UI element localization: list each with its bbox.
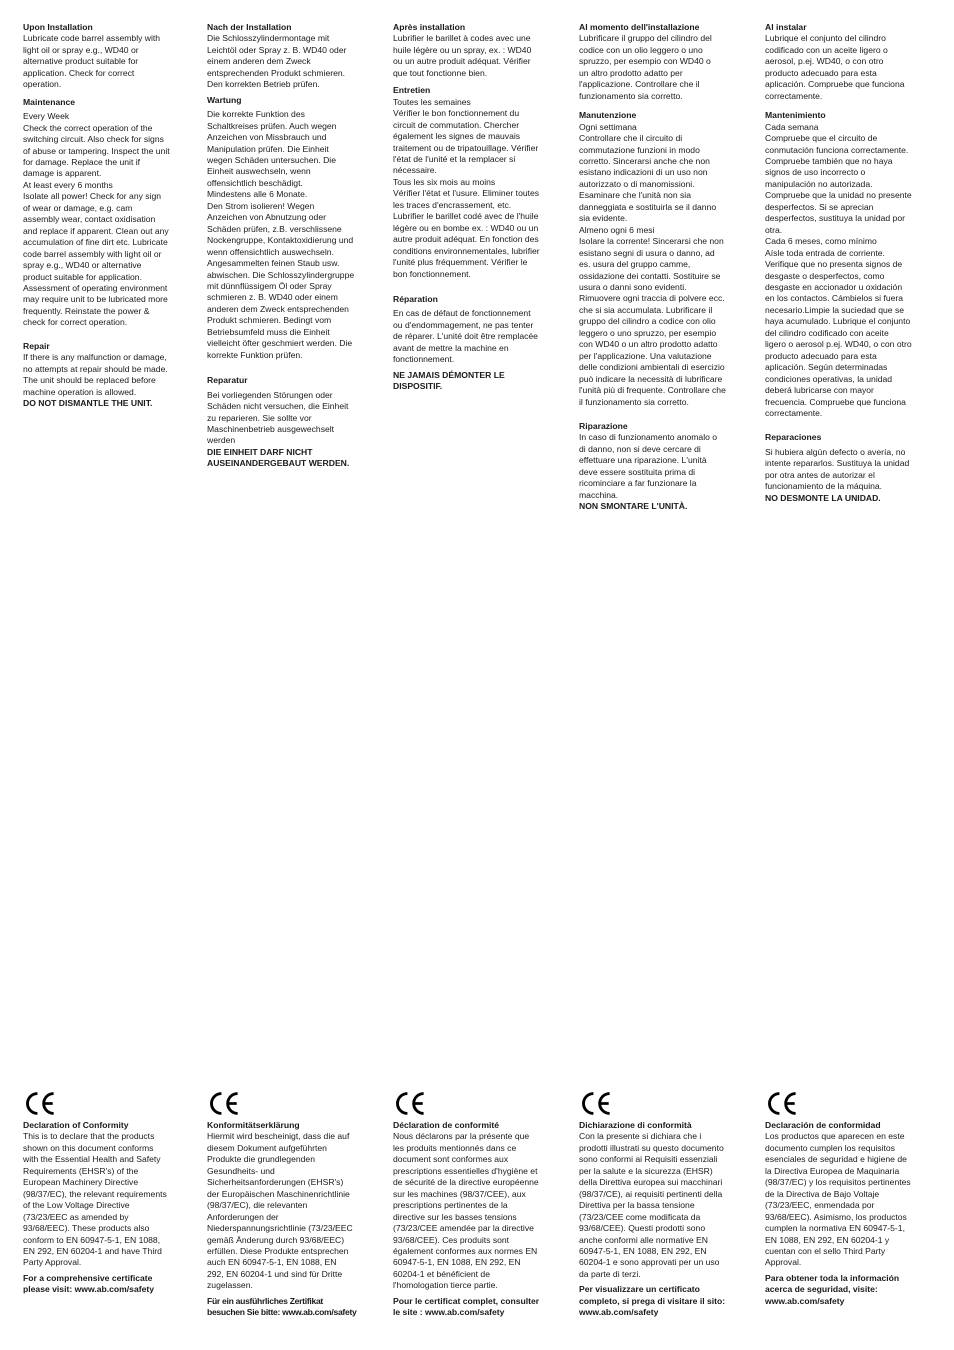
certificate-note: Pour le certificat complet, consulter le site : www.ab.com/safety bbox=[393, 1295, 540, 1318]
ce-mark-icon bbox=[207, 1090, 243, 1117]
section-repair bbox=[393, 294, 561, 393]
declaration-body: Con la presente si dichiara che i prodotti illustrati su questo documento sono conformi ai Requisiti essenziali per la salute e la sicurezza (EHSR) della Direttiva europea sui macchinari (98/37/CE), ai requisiti pertinenti della Direttiva per la bassa tensione (73/23/CEE come modificata da 93/68/CEE). Questi prodotti sono anche conformi alle normative EN 60947-5-1, EN 1088, EN 292, EN 60204-1 e sono approvati per un uso da parte di terzi. bbox=[579, 1131, 724, 1279]
ce-mark-icon bbox=[765, 1090, 801, 1117]
section-body: Cada semana Compruebe que el circuito de conmutación funciona correctamente. Compruebe también que no haya signos de uso incorrecto o manipulación no autorizada. Compruebe que la unidad no presente desperfectos. Si se aprecian desperfectos, sustituya la unidad por otra. Cada 6 meses, como mínimo Aísle toda entrada de corriente. Verifique que no presenta signos de desgaste o desperfectos, como desgaste en accionador u oxidación en los contactos. Cámbielos si fuera necesario.Limpie la suciedad que se haya acumulado. Lubrique el conjunto del cilindro codificado con aceite ligero o aerosol p.ej. WD40, o con otro producto adecuado para esta aplicación. Según determinadas condiciones operativas, la unidad deberá lubricarse con mayor frecuencia. Compruebe que funciona correctamente. bbox=[765, 121, 912, 418]
section-body: In caso di funzionamento anomalo o di danno, non si deve cercare di effettuare una riparazione. L'unità deve essere sostituita prima di ricominciare a far funzionare la macchina. bbox=[579, 432, 718, 500]
certificate-note: Para obtener toda la información acerca de seguridad, visite: www.ab.com/safety bbox=[765, 1272, 900, 1306]
ce-mark-icon bbox=[579, 1090, 615, 1117]
warning-text: DIE EINHEIT DARF NICHT AUSEINANDERGEBAUT WERDEN. bbox=[207, 446, 350, 469]
column-italian bbox=[579, 22, 747, 525]
section-body: Lubrificare il gruppo del cilindro del codice con un olio leggero o uno spruzzo, per esempio con WD40 o un altro prodotto adatto per l'applicazione. Controllare che il funzionamento sia corretto. bbox=[579, 33, 712, 101]
warning-text: NO DESMONTE LA UNIDAD. bbox=[765, 492, 881, 503]
column-french bbox=[393, 22, 561, 405]
declaration-body: Nous déclarons par la présente que les produits mentionnés dans ce document sont conformes aux prescriptions essentielles d'hygiène et de sécurité de la directive européenne sur les machines (98/37/CEE), aux prescriptions pertinentes de la directive sur les basses tensions (73/23/CEE amendée par la directive 93/68/CEE). Ces produits sont également conformes aux normes EN 60947-5-1, EN 1088, EN 292, EN 60204-1 et bénéficient de l'homologation tierce partie. bbox=[393, 1131, 539, 1291]
section-heading: Nach der Installation bbox=[207, 22, 292, 32]
section-heading: Repair bbox=[23, 340, 50, 351]
section-repair bbox=[765, 432, 933, 504]
section-installation bbox=[393, 22, 561, 79]
declaration-english bbox=[23, 1090, 191, 1296]
section-heading: Reparatur bbox=[207, 375, 248, 386]
section-maintenance bbox=[393, 85, 561, 280]
section-heading: Manutenzione bbox=[579, 110, 637, 121]
section-repair bbox=[23, 341, 191, 410]
section-installation bbox=[23, 22, 191, 91]
section-heading: Riparazione bbox=[579, 420, 628, 431]
section-heading: Mantenimiento bbox=[765, 110, 826, 121]
section-body: Bei vorliegenden Störungen oder Schäden nicht versuchen, die Einheit zu reparieren. Sie sollte vor Maschinenbetrieb ausgewechselt werden bbox=[207, 389, 349, 446]
certificate-note: Für ein ausführliches Zertifikat besuchen Sie bitte: www.ab.com/safety bbox=[207, 1295, 357, 1318]
section-heading: Al momento dell'installazione bbox=[579, 22, 700, 32]
warning-text: NE JAMAIS DÉMONTER LE DISPOSITIF. bbox=[393, 369, 505, 392]
section-body: Every Week Check the correct operation of the switching circuit. Also check for signs of abuse or tampering. Inspect the unit for damage. Replace the unit if damage is apparent. At least every 6 months Isolate all power! Check for any sign of wear or damage, e.g. cam assembly wear, contact oxidisation and replace if apparent. Clean out any accumulation of fine dirt etc. Lubricate code barrel assembly with light oil or spray e.g., WD40 or alternative product suitable for application. Assessment of operating environment may require unit to be lubricated more frequently. Reinstate the power & check for correct operation. bbox=[23, 111, 170, 328]
section-maintenance bbox=[23, 97, 191, 329]
ce-mark-icon bbox=[393, 1090, 429, 1117]
declaration-heading: Declaración de conformidad bbox=[765, 1120, 881, 1130]
declaration-body: This is to declare that the products shown on this document conforms with the Essential Health and Safety Requirements (EHSR's) of the European Machinery Directive (98/37/EC), the relevant requirements of the Low Voltage Directive (73/23/EEC as amended by 93/68/EEC). These products also conform to EN 60947-5-1, EN 1088, EN 292, EN 60204-1 and have Third Party Approval. bbox=[23, 1131, 167, 1268]
section-heading: Wartung bbox=[207, 94, 242, 105]
section-body: En cas de défaut de fonctionnement ou d'endommagement, ne pas tenter de réparer. L'unité doit être remplacée avant de mettre la machine en fonctionnement. bbox=[393, 308, 538, 365]
certificate-note: For a comprehensive certificate please visit: www.ab.com/safety bbox=[23, 1272, 155, 1295]
section-body: Die Schlosszylindermontage mit Leichtöl oder Spray z. B. WD40 oder einem anderen dem Zweck entsprechenden Produkt schmieren. Den korrekten Betrieb prüfen. bbox=[207, 33, 347, 90]
section-body: Toutes les semaines Vérifier le bon fonctionnement du circuit de commutation. Chercher également les signes de mauvais traitement ou de tripatouillage. Vérifier l'état de l'unité et la remplacer si nécessaire. Tous les six mois au moins Vérifier l'état et l'usure. Eliminer toutes les traces d'encrassement, etc. Lubrifier le barillet codé avec de l'huile légère ou en bombe ex. : WD40 ou un autre produit adéquat. En fonction des conditions environnementales, lubrifier l'unité plus fréquemment. Vérifier le bon fonctionnement. bbox=[393, 96, 540, 279]
warning-text: NON SMONTARE L'UNITÀ. bbox=[579, 501, 688, 512]
column-english bbox=[23, 22, 191, 422]
section-repair bbox=[207, 375, 375, 470]
section-maintenance bbox=[765, 110, 933, 419]
certificate-note: Per visualizzare un certificato completo, si prega di visitare il sito: www.ab.com/safety bbox=[579, 1284, 726, 1318]
section-maintenance bbox=[207, 95, 375, 361]
section-heading: Entretien bbox=[393, 85, 431, 96]
section-repair bbox=[579, 421, 747, 513]
ce-mark-icon bbox=[23, 1090, 59, 1117]
section-body: If there is any malfunction or damage, no attempts at repair should be made. The unit should be replaced before machine operation is allowed. bbox=[23, 352, 168, 397]
declaration-heading: Déclaration de conformité bbox=[393, 1120, 500, 1130]
declaration-spanish bbox=[765, 1090, 933, 1307]
section-heading: Al instalar bbox=[765, 22, 807, 32]
section-body: Si hubiera algún defecto o avería, no intente repararlos. Sustituya la unidad por otra antes de autorizar el funcionamiento de la máquina. bbox=[765, 446, 910, 492]
section-maintenance bbox=[579, 110, 747, 408]
declaration-heading: Dichiarazione di conformità bbox=[579, 1120, 692, 1130]
section-heading: Upon Installation bbox=[23, 22, 93, 32]
section-body: Lubricate code barrel assembly with light oil or spray e.g., WD40 or alternative product suitable for application. Check for correct operation. bbox=[23, 33, 161, 90]
declaration-body: Los productos que aparecen en este documento cumplen los requisitos esenciales de seguridad e higiene de la Directiva Europea de Maquinaria (98/37/EC) y los requisitos pertinentes de la Directiva de Bajo Voltaje (73/23/EEC, enmendada por 93/68/EEC). Asimismo, los productos cumplen la normativa EN 60947-5-1, EN 1088, EN 292, EN 60204-1 y cuentan con el sello Third Party Approval. bbox=[765, 1131, 911, 1268]
section-heading: Reparaciones bbox=[765, 432, 822, 443]
warning-text: DO NOT DISMANTLE THE UNIT. bbox=[23, 398, 153, 409]
declaration-heading: Declaration of Conformity bbox=[23, 1120, 129, 1130]
section-body: Die korrekte Funktion des Schaltkreises prüfen. Auch wegen Anzeichen von Missbrauch und Manipulation prüfen. Die Einheit wegen Schäden untersuchen. Die Einheit auswechseln, wenn offensichtlich beschädigt. Mindestens alle 6 Monate. Den Strom isolieren! Wegen Anzeichen von Abnutzung oder Schäden prüfen, z.B. verschlissene Nockengruppe, Kontaktoxidierung und wenn offensichtlich auswechseln. Angesammelten feinen Staub usw. abwischen. Die Schlosszylindergruppe mit dünnflüssigem Öl oder Spray schmieren z. B. WD40 oder einem anderen dem Zweck entsprechenden Produkt schmieren. Bedingt vom Betriebsumfeld muss die Einheit vielleicht öfter geschmiert werden. Die korrekte Funktion prüfen. bbox=[207, 109, 355, 360]
declaration-italian bbox=[579, 1090, 747, 1319]
section-installation bbox=[765, 22, 933, 102]
section-installation bbox=[579, 22, 747, 102]
section-body: Lubrifier le barillet à codes avec une huile légère ou un spray, ex. : WD40 ou un autre produit adéquat. Vérifier que tout fonctionne bien. bbox=[393, 33, 532, 78]
section-body: Lubrique el conjunto del cilindro codificado con un aceite ligero o aerosol, p.ej. WD40, o con otro producto adecuado para esta aplicación. Compruebe que funciona correctamente. bbox=[765, 33, 905, 101]
section-heading: Réparation bbox=[393, 293, 438, 304]
column-spanish bbox=[765, 22, 933, 516]
section-heading: Après installation bbox=[393, 22, 466, 32]
section-body: Ogni settimana Controllare che il circuito di commutazione funzioni in modo corretto. Sincerarsi anche che non esistano indicazioni di un uso non autorizzato o di manomissioni. Esaminare che l'unità non sia danneggiata e sostituirla se il danno sia evidente. Almeno ogni 6 mesi Isolare la corrente! Sincerarsi che non esistano segni di usura o danno, ad es. usura del gruppo camme, ossidazione dei contatti. Sostituire se usura o danni sono evidenti. Rimuovere ogni traccia di polvere ecc. che si sia accumulata. Lubrificare il gruppo del cilindro a codice con olio leggero o uno spruzzo, per esempio con WD40 o un altro prodotto adatto per l'applicazione. Una valutazione delle condizioni ambientali di esercizio può indicare la necessità di lubrificare l'unità più di frequente. Controllare che il funzionamento sia corretto. bbox=[579, 121, 726, 407]
section-heading: Maintenance bbox=[23, 96, 76, 107]
declaration-body: Hiermit wird bescheinigt, dass die auf diesem Dokument aufgeführten Produkte die grundlegenden Gesundheits- und Sicherheitsanforderungen (EHSR's) der Europäischen Maschinenrichtlinie (98/37/EC), die relevanten Anforderungen der Niederspannungsrichtlinie (73/23/EEC gemäß Änderung durch 93/68/EEC) erfüllen. Diese Produkte entsprechen auch EN 60947-5-1, EN 1088, EN 292, EN 60204-1 und sind für Dritte zugelassen. bbox=[207, 1131, 353, 1291]
declaration-german bbox=[207, 1090, 375, 1319]
declaration-heading: Konformitätserklärung bbox=[207, 1120, 300, 1130]
declaration-french bbox=[393, 1090, 561, 1319]
section-installation bbox=[207, 22, 375, 91]
column-german bbox=[207, 22, 375, 482]
